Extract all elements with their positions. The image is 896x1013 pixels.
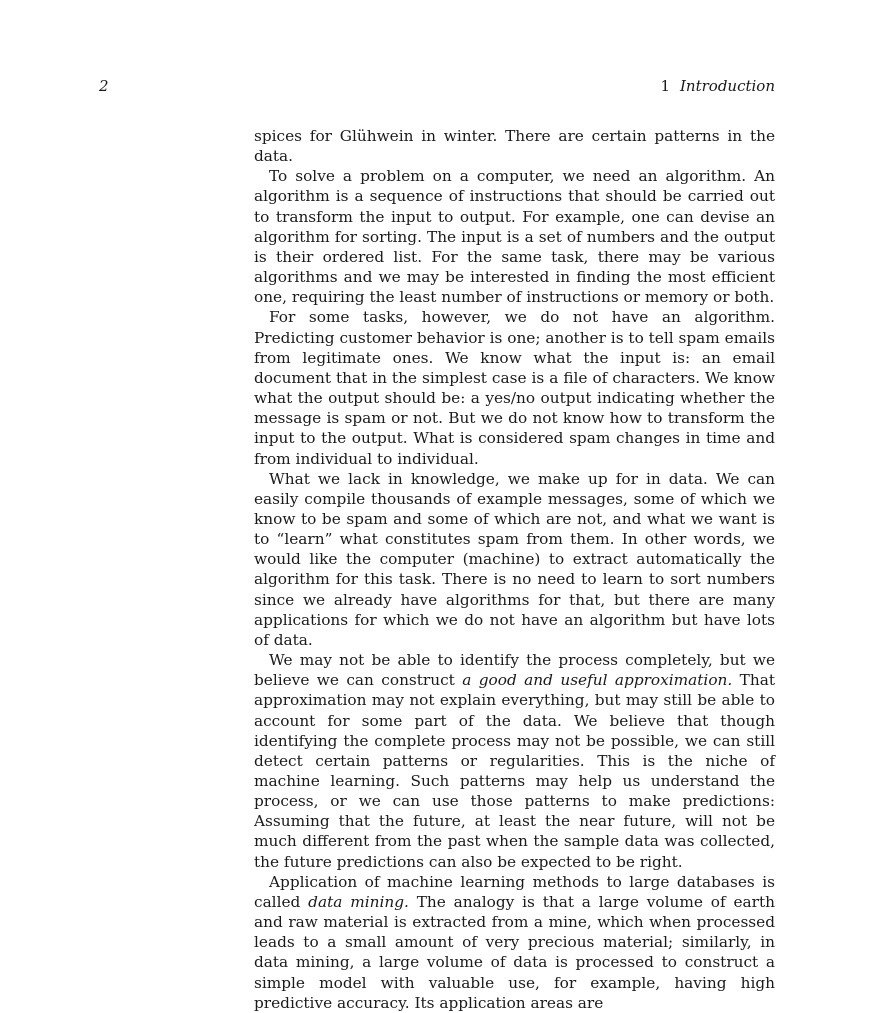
paragraph-data-mining-before: Application of machine learning methods to large databases is called: [254, 872, 775, 911]
chapter-number: 1: [660, 77, 670, 95]
paragraph-continuation: spices for Glühwein in winter. There are certain patterns in the data.: [254, 127, 775, 166]
paragraph-data-mining: [254, 872, 775, 1013]
chapter-title: Introduction: [680, 77, 775, 95]
running-header: [660, 76, 775, 96]
body-text: [254, 126, 775, 1013]
paragraph-algorithm: To solve a problem on a computer, we need an algorithm. An algorithm is a sequence of instructions that should be carried out to transform the input to output. For example, one can devise an algorithm for sorting. The input is a set of numbers and the output is their ordered list. For the same task, there may be various algorithms and we may be interested in finding the most efficient one, requiring the least number of instructions or memory or both.: [254, 167, 775, 307]
page-number: 2: [99, 77, 109, 95]
paragraph-data-mining-after: The analogy is that a large volume of earth and raw material is extracted from a mine, which when processed leads to a small amount of very precious material; similarly, in data mining, a large volume of data is processed to construct a simple model with valuable use, for example, having high predictive accuracy. Its application areas are: [254, 892, 775, 1012]
paragraph-data: What we lack in knowledge, we make up for in data. We can easily compile thousands of example messages, some of which we know to be spam and some of which are not, and what we want is to “learn” what constitutes spam from them. In other words, we would like the computer (machine) to extract automatically the algorithm for this task. There is no need to learn to sort numbers since we already have algorithms for that, but there are many applications for which we do not have an algorithm but have lots of data.: [254, 469, 775, 649]
paragraph-approximation-before: We may not be able to identify the process completely, but we believe we can construct: [254, 651, 775, 690]
paragraph-approximation: [254, 650, 775, 872]
paragraph-no-algorithm: For some tasks, however, we do not have an algorithm. Predicting customer behavior is one; another is to tell spam emails from legitimate ones. We know what the input is: an email document that in the simplest case is a file of characters. We know what the output should be: a yes/no output indicating whether the message is spam or not. But we do not know how to transform the input to the output. What is considered spam changes in time and from individual to individual.: [254, 308, 775, 468]
emphasis-data-mining: data mining.: [308, 892, 409, 911]
paragraph-approximation-after: That approximation may not explain everything, but may still be able to account for some part of the data. We believe that though identifying the complete process may not be possible, we can still detect certain patterns or regularities. This is the niche of machine learning. Such patterns may help us understand the process, or we can use those patterns to make predictions: Assuming that the future, at least the near future, will not be much different from the past when the sample data was collected, the future predictions can also be expected to be right.: [254, 671, 776, 871]
emphasis-approximation: a good and useful approximation.: [462, 671, 733, 690]
